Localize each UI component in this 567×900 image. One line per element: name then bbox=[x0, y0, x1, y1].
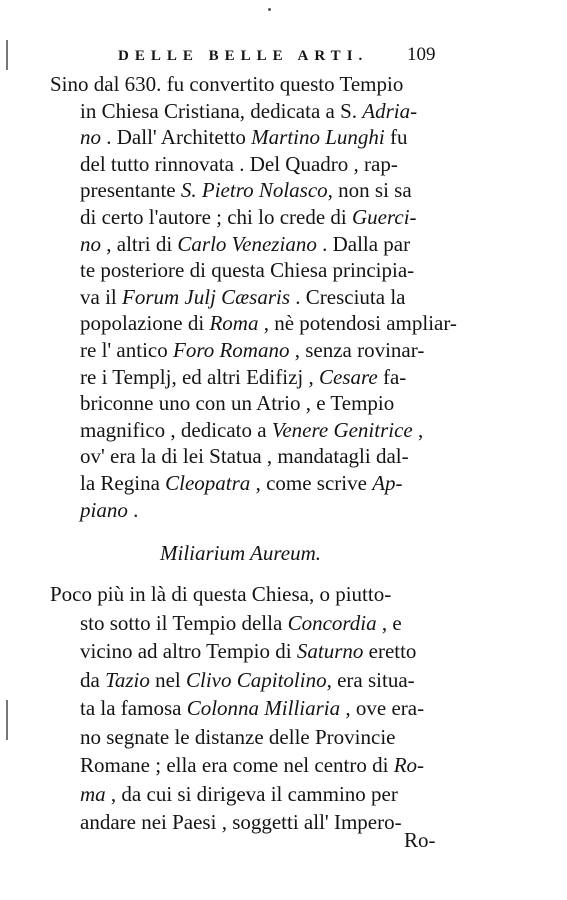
text-segment: , era situa- bbox=[326, 667, 415, 692]
text-line bbox=[80, 781, 465, 807]
text-line bbox=[80, 177, 465, 203]
text-segment: fu bbox=[384, 125, 408, 150]
italic-text: Concordia bbox=[287, 610, 377, 635]
text-segment: Romane ; ella era come nel centro di bbox=[80, 753, 394, 777]
text-line bbox=[80, 124, 465, 150]
text-line bbox=[50, 581, 435, 607]
text-segment: , come scrive bbox=[250, 471, 373, 495]
italic-text: Cesare bbox=[319, 364, 378, 389]
text-segment: presentante bbox=[80, 178, 181, 203]
text-line bbox=[80, 417, 465, 443]
running-head: DELLE BELLE ARTI. bbox=[118, 48, 369, 64]
text-line bbox=[80, 638, 465, 664]
italic-text: no bbox=[80, 125, 101, 150]
text-segment: , e bbox=[376, 610, 402, 635]
text-line bbox=[80, 337, 465, 363]
italic-text: Guerci- bbox=[352, 205, 417, 229]
text-segment: , bbox=[412, 417, 424, 442]
text-segment: ta la famosa bbox=[80, 696, 187, 720]
italic-text: Foro Romano bbox=[173, 338, 290, 362]
italic-text: piano bbox=[80, 497, 128, 522]
italic-text: ma bbox=[80, 781, 106, 806]
text-segment: ov' era la di lei Statua , mandatagli dal- bbox=[80, 444, 409, 469]
text-line bbox=[80, 231, 465, 257]
text-line bbox=[80, 257, 465, 283]
text-segment: va il bbox=[80, 284, 122, 309]
text-segment: , senza rovinar- bbox=[289, 338, 425, 362]
text-segment: popolazione di bbox=[80, 311, 210, 336]
text-segment: , da cui si dirigeva il cammino per bbox=[105, 781, 398, 806]
italic-text: Ap- bbox=[372, 471, 403, 495]
text-segment: Sino dal 630. fu convertito questo Tempio bbox=[50, 72, 404, 96]
text-segment: , altri di bbox=[101, 231, 178, 256]
text-segment: magnifico , dedicato a bbox=[80, 417, 272, 442]
text-line bbox=[80, 667, 465, 693]
text-segment: re l' antico bbox=[80, 338, 173, 362]
text-line bbox=[80, 724, 465, 750]
text-line bbox=[50, 71, 435, 97]
text-segment: . Dalla par bbox=[316, 231, 411, 256]
italic-text: Colonna Milliaria bbox=[186, 696, 341, 720]
section-heading: Miliarium Aureum. bbox=[160, 541, 321, 565]
italic-text: Saturno bbox=[296, 639, 364, 663]
text-segment: . bbox=[127, 497, 139, 522]
italic-text: Tazio bbox=[105, 667, 150, 692]
text-line bbox=[80, 310, 465, 336]
text-segment: vicino ad altro Tempio di bbox=[80, 639, 297, 663]
page-number: 109 bbox=[407, 44, 436, 65]
text-line bbox=[80, 151, 465, 177]
text-line bbox=[80, 284, 465, 310]
italic-text: no bbox=[80, 231, 101, 256]
text-segment: in Chiesa Cristiana, dedicata a S. bbox=[80, 98, 363, 123]
italic-text: Ro- bbox=[393, 753, 425, 777]
text-segment: briconne uno con un Atrio , e Tempio bbox=[80, 391, 395, 416]
text-segment: da bbox=[80, 667, 106, 692]
text-line bbox=[80, 443, 465, 469]
text-line bbox=[80, 204, 465, 230]
text-segment: Poco più in là di questa Chiesa, o piutto- bbox=[50, 582, 392, 606]
page-edge-mark bbox=[6, 40, 8, 70]
catchword: Ro- bbox=[404, 828, 436, 852]
text-segment: , ove era- bbox=[340, 696, 425, 720]
italic-text: Adria- bbox=[362, 98, 418, 123]
ink-speck bbox=[268, 8, 271, 11]
text-line bbox=[80, 497, 465, 523]
text-line bbox=[80, 610, 465, 636]
text-segment: nel bbox=[149, 667, 186, 692]
italic-text: Martino Lunghi bbox=[251, 125, 385, 150]
text-segment: , nè potendosi ampliar- bbox=[258, 311, 457, 336]
text-segment: . Cresciuta la bbox=[290, 284, 406, 309]
text-segment: , non si sa bbox=[327, 178, 412, 203]
text-line bbox=[80, 364, 465, 390]
text-segment: no segnate le distanze delle Provincie bbox=[80, 724, 396, 749]
italic-text: S. Pietro Nolasco bbox=[180, 178, 328, 203]
text-segment: di certo l'autore ; chi lo crede di bbox=[80, 205, 353, 229]
text-line bbox=[80, 98, 465, 124]
italic-text: Venere Genitrice bbox=[271, 417, 413, 442]
italic-text: Roma bbox=[209, 311, 259, 336]
text-segment: eretto bbox=[363, 639, 417, 663]
text-segment: te posteriore di questa Chiesa principia- bbox=[80, 258, 415, 283]
page-edge-mark bbox=[6, 700, 8, 740]
italic-text: Forum Julj Cæsaris bbox=[122, 284, 291, 309]
text-segment: sto sotto il Tempio della bbox=[80, 610, 288, 635]
italic-text: Carlo Veneziano bbox=[177, 231, 317, 256]
text-segment: la Regina bbox=[80, 471, 166, 495]
text-line bbox=[80, 390, 465, 416]
text-segment: del tutto rinnovata . Del Quadro , rap- bbox=[80, 151, 398, 176]
text-segment: fa- bbox=[377, 364, 407, 389]
text-segment: . Dall' Architetto bbox=[101, 125, 252, 150]
text-line bbox=[80, 470, 465, 496]
text-segment: re i Templj, ed altri Edifizj , bbox=[80, 364, 319, 389]
text-segment: andare nei Paesi , soggetti all' Impero- bbox=[80, 810, 402, 834]
italic-text: Cleopatra bbox=[165, 471, 251, 495]
italic-text: Clivo Capitolino bbox=[186, 667, 327, 692]
text-line bbox=[80, 752, 465, 778]
text-line bbox=[80, 695, 465, 721]
